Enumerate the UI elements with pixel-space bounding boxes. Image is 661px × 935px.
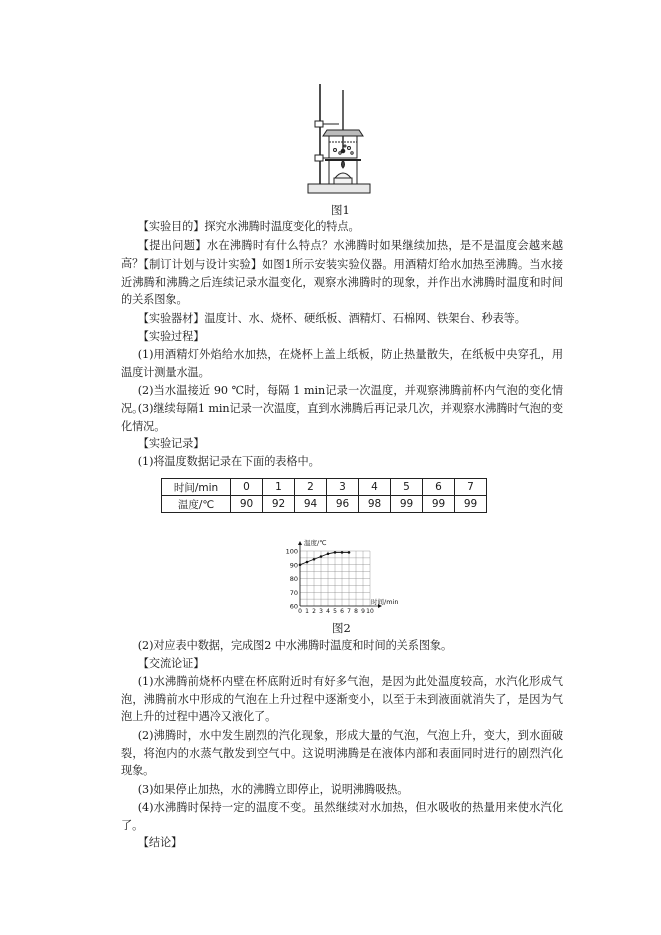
plan-and-design: 【制订计划与设计实验】如图1所示安装实验仪器。用酒精灯给水加热至沸腾。当水接近沸腾和沸腾之后连续记录水温变化，观察水沸腾时的现象，并作出水沸腾时温度和时间的关系图象。 [121, 258, 563, 307]
x-tick-label: 8 [354, 608, 358, 615]
discussion-point-3: (3)如果停止加热，水的沸腾立即停止，说明沸腾吸热。 [137, 783, 409, 796]
time-cell: 0 [231, 479, 263, 496]
question-raised: 【提出问题】水在沸腾时有什么特点？水沸腾时如果继续加热，是不是温度会越来越高？ [121, 239, 563, 270]
x-tick-label: 6 [340, 608, 344, 615]
discussion-heading: 【交流论证】 [137, 657, 205, 670]
y-axis-label: 温度/℃ [304, 539, 327, 547]
temperature-cell: 92 [263, 496, 295, 513]
conclusion-heading: 【结论】 [137, 836, 183, 849]
temperature-data-point [313, 558, 316, 561]
temperature-row [162, 496, 487, 513]
temperature-data-point [306, 561, 309, 564]
time-cell: 5 [391, 479, 423, 496]
boiling-apparatus-illustration [305, 80, 373, 198]
temperature-data-point [341, 551, 344, 554]
temperature-data-point [334, 551, 337, 554]
discussion-point-4: (4)水沸腾时保持一定的温度不变。虽然继续对水加热，但水吸收的热量用来使水汽化了。 [121, 801, 563, 832]
temperature-cell: 99 [455, 496, 487, 513]
x-tick-label: 3 [319, 608, 323, 615]
y-tick-label: 80 [289, 575, 298, 583]
x-tick-label: 5 [333, 608, 337, 615]
x-tick-label: 2 [312, 608, 316, 615]
experiment-record-heading: 【实验记录】 [137, 437, 205, 450]
experiment-purpose: 【实验目的】探究水沸腾时温度变化的特点。 [137, 220, 360, 233]
y-tick-label: 100 [285, 547, 298, 556]
temperature-data-table [161, 478, 487, 513]
time-row-label: 时间/min [162, 479, 231, 496]
x-tick-label: 1 [305, 608, 309, 615]
x-tick-label: 0 [298, 608, 302, 615]
temperature-row-label: 温度/℃ [162, 496, 231, 513]
x-axis-label: 时间/min [371, 598, 399, 606]
record-step-2: (2)对应表中数据，完成图2 中水沸腾时温度和时间的关系图象。 [137, 639, 453, 652]
x-tick-label: 4 [326, 608, 330, 615]
temperature-cell: 99 [423, 496, 455, 513]
experiment-materials: 【实验器材】温度计、水、烧杯、硬纸板、酒精灯、石棉网、铁架台、秒表等。 [137, 312, 526, 325]
time-cell: 1 [263, 479, 295, 496]
temperature-data-point [299, 563, 302, 566]
experiment-process-heading: 【实验过程】 [137, 330, 205, 343]
x-tick-label: 7 [347, 608, 351, 615]
x-tick-label: 10 [366, 608, 374, 615]
temperature-data-point [327, 552, 330, 555]
process-step-2: (2)当水温接近 90 ℃时，每隔 1 min记录一次温度，并观察沸腾前杯内气泡的变化情况。 [121, 384, 563, 415]
y-tick-label: 90 [289, 561, 298, 570]
figure-2-caption: 图2 [332, 621, 351, 635]
temperature-data-point [320, 555, 323, 558]
temperature-cell: 96 [327, 496, 359, 513]
x-tick-label: 9 [361, 608, 365, 615]
time-cell: 3 [327, 479, 359, 496]
time-cell: 6 [423, 479, 455, 496]
time-cell: 2 [295, 479, 327, 496]
time-cell: 4 [359, 479, 391, 496]
y-axis-arrow [298, 541, 302, 545]
y-tick-label: 70 [289, 588, 298, 597]
y-tick-label: 60 [289, 602, 298, 611]
temperature-data-point [348, 551, 351, 554]
process-step-3: (3)继续每隔1 min记录一次温度，直到水沸腾后再记录几次，并观察水沸腾时气泡的变化情况。 [121, 402, 563, 433]
time-cell: 7 [455, 479, 487, 496]
discussion-point-1: (1)水沸腾前烧杯内壁在杯底附近时有好多气泡，是因为此处温度较高，水汽化形成气泡，沸腾前水中形成的气泡在上升过程中逐渐变小，以至于未到液面就消失了，是因为气泡上升的过程中遇冷又液化了。 [121, 675, 563, 724]
temperature-cell: 99 [391, 496, 423, 513]
temperature-cell: 94 [295, 496, 327, 513]
record-step-1: (1)将温度数据记录在下面的表格中。 [137, 455, 320, 468]
time-row [162, 479, 487, 496]
temperature-cell: 98 [359, 496, 391, 513]
temperature-cell: 90 [231, 496, 263, 513]
figure-1-caption: 图1 [331, 203, 350, 217]
discussion-point-2: (2)沸腾时，水中发生剧烈的汽化现象，形成大量的气泡，气泡上升，变大，到水面破裂，将泡内的水蒸气散发到空气中。这说明沸腾是在液体内部和表面同时进行的剧烈汽化现象。 [121, 729, 563, 778]
temperature-time-graph [276, 535, 412, 615]
process-step-1: (1)用酒精灯外焰给水加热，在烧杯上盖上纸板，防止热量散失，在纸板中央穿孔，用温度计测量水温。 [121, 348, 563, 379]
